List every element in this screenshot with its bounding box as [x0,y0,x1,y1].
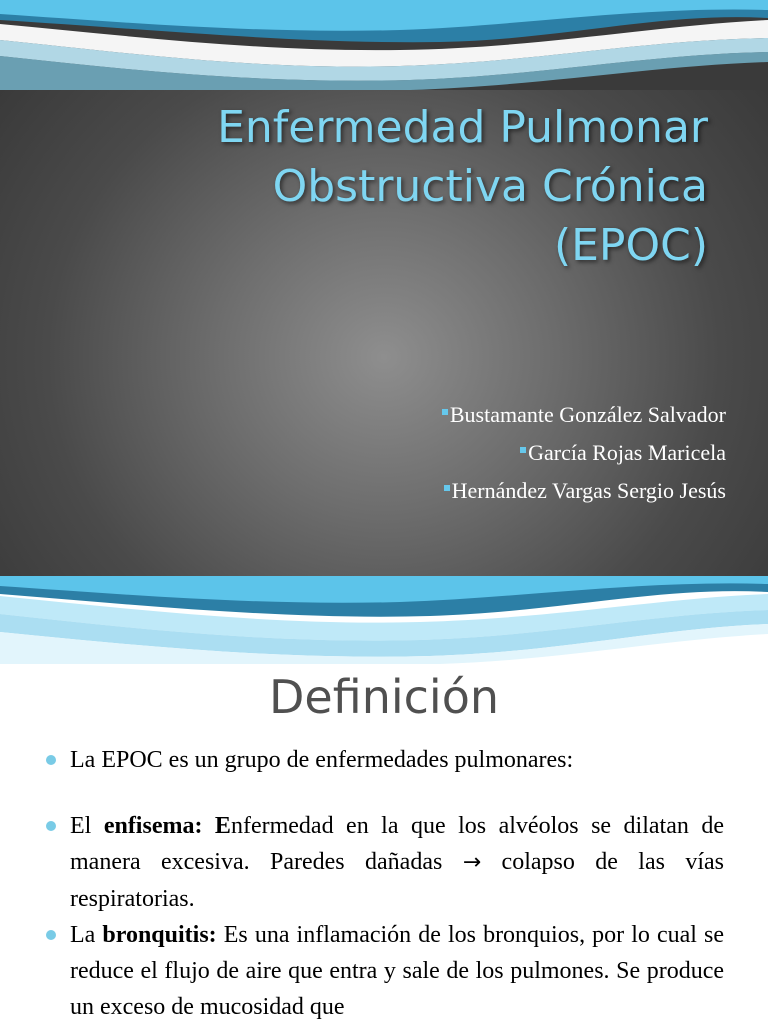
title-line-1: Enfermedad Pulmonar [217,102,708,153]
square-bullet-icon [444,485,450,491]
author-list [166,396,726,510]
square-bullet-icon [442,409,448,415]
definition-slide [0,576,768,1024]
right-arrow-icon: → [462,850,482,875]
author-name: García Rojas Maricela [528,440,726,465]
list-item [38,808,724,917]
bullet-prefix: El [70,813,104,839]
bullet-text: Es una inflamación de los bronquios, por lo cual se reduce el flujo de aire que entra y sale de los pulmones. Se produce un exceso de mucosidad que [70,922,724,1020]
presentation-title [68,98,708,275]
wave-decoration-top [0,576,768,664]
slide-heading: Definición [269,670,499,724]
bullet-term: enfisema: E [103,813,231,839]
title-line-2: Obstructiva Crónica [272,161,708,212]
list-item [38,742,724,778]
bullet-dot-icon [46,821,56,831]
author-name: Hernández Vargas Sergio Jesús [451,478,726,503]
author-name: Bustamante González Salvador [449,402,726,427]
bullet-prefix: La [70,922,103,948]
bullet-dot-icon [46,755,56,765]
author-item [166,434,726,472]
title-line-3: (EPOC) [553,220,708,271]
wave-decoration-top [0,0,768,90]
author-item [166,396,726,434]
bullet-term: bronquitis: [102,922,217,948]
bullet-text: La EPOC es un grupo de enfermedades pulmonares: [70,747,574,773]
bullet-list [38,742,724,1024]
bullet-text: nfermedad en la que los alvéolos se dilatan de manera excesiva. Paredes dañadas [70,813,724,875]
square-bullet-icon [520,447,526,453]
bullet-text: colapso de las vías respiratorias. [70,849,724,912]
list-item [38,917,724,1024]
bullet-dot-icon [46,930,56,940]
author-item [166,472,726,510]
